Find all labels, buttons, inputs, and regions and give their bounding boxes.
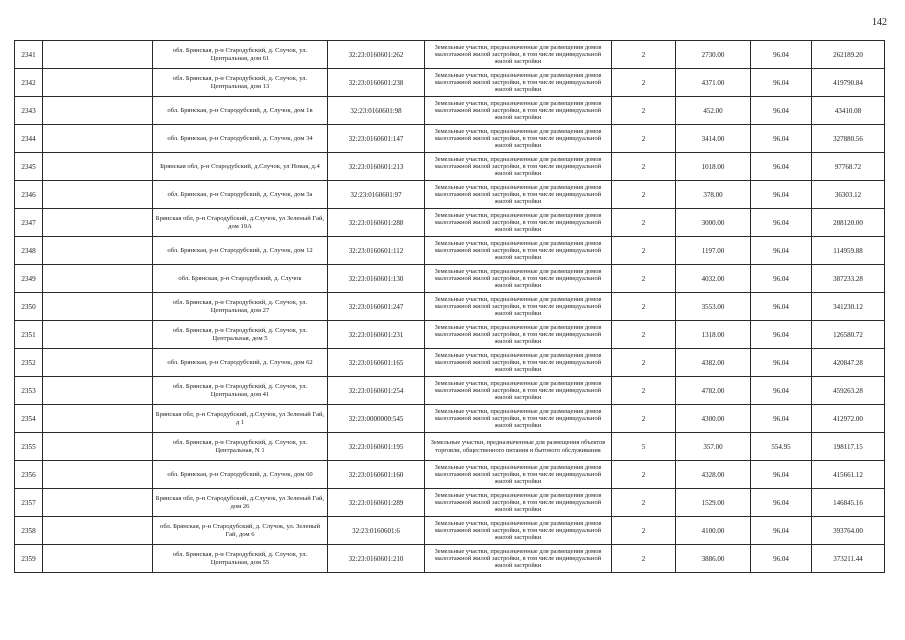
table-row xyxy=(15,545,885,573)
cadastral-value-cell: 146845.16 xyxy=(812,489,885,517)
row-number: 2359 xyxy=(15,545,43,573)
address-cell: Брянская обл, р-н Стародубский, д.Случок, ул Зеленый Гай, дом 19А xyxy=(153,209,328,237)
empty-cell xyxy=(43,153,153,181)
cadastral-number-cell: 32:23:0160601:262 xyxy=(328,41,425,69)
table-row xyxy=(15,461,885,489)
empty-cell xyxy=(43,209,153,237)
area-cell: 2730.00 xyxy=(676,41,751,69)
permitted-use-cell: Земельные участки, предназначенные для размещения домов малоэтажной жилой застройки, в том числе индивидуальной жилой застройки xyxy=(425,293,612,321)
row-number: 2357 xyxy=(15,489,43,517)
specific-value-cell: 96.04 xyxy=(751,489,812,517)
address-cell: обл. Брянская, р-н Стародубский, д. Случок, дом 34 xyxy=(153,125,328,153)
permitted-use-cell: Земельные участки, предназначенные для размещения домов малоэтажной жилой застройки, в том числе индивидуальной жилой застройки xyxy=(425,181,612,209)
permitted-use-cell: Земельные участки, предназначенные для размещения домов малоэтажной жилой застройки, в том числе индивидуальной жилой застройки xyxy=(425,517,612,545)
permitted-use-cell: Земельные участки, предназначенные для размещения домов малоэтажной жилой застройки, в том числе индивидуальной жилой застройки xyxy=(425,489,612,517)
cadastral-number-cell: 32:23:0160601:165 xyxy=(328,349,425,377)
use-group-cell: 2 xyxy=(612,489,676,517)
specific-value-cell: 96.04 xyxy=(751,293,812,321)
address-cell: обл. Брянская, р-н Стародубский, д. Случок, дом 3а xyxy=(153,181,328,209)
address-cell: Брянская обл, р-н Стародубский, д.Случок, ул Новая, д.4 xyxy=(153,153,328,181)
table-row xyxy=(15,153,885,181)
area-cell: 1318.00 xyxy=(676,321,751,349)
cadastral-value-cell: 288120.00 xyxy=(812,209,885,237)
row-number: 2354 xyxy=(15,405,43,433)
row-number: 2347 xyxy=(15,209,43,237)
specific-value-cell: 96.04 xyxy=(751,209,812,237)
empty-cell xyxy=(43,293,153,321)
cadastral-number-cell: 32:23:0160601:238 xyxy=(328,69,425,97)
address-cell: обл. Брянская, р-н Стародубский, д. Случок xyxy=(153,265,328,293)
specific-value-cell: 96.04 xyxy=(751,125,812,153)
use-group-cell: 2 xyxy=(612,545,676,573)
row-number: 2349 xyxy=(15,265,43,293)
empty-cell xyxy=(43,69,153,97)
address-cell: обл. Брянская, р-н Стародубский, д. Случок, ул. Центральная, дом 61 xyxy=(153,41,328,69)
cadastral-number-cell: 32:23:0160601:231 xyxy=(328,321,425,349)
permitted-use-cell: Земельные участки, предназначенные для размещения домов малоэтажной жилой застройки, в том числе индивидуальной жилой застройки xyxy=(425,405,612,433)
empty-cell xyxy=(43,349,153,377)
permitted-use-cell: Земельные участки, предназначенные для размещения домов малоэтажной жилой застройки, в том числе индивидуальной жилой застройки xyxy=(425,237,612,265)
specific-value-cell: 96.04 xyxy=(751,545,812,573)
row-number: 2345 xyxy=(15,153,43,181)
cadastral-number-cell: 32:23:0160601:130 xyxy=(328,265,425,293)
area-cell: 4300.00 xyxy=(676,405,751,433)
address-cell: Брянская обл, р-н Стародубский, д.Случок, ул Зеленый Гай, дом 26 xyxy=(153,489,328,517)
table-row xyxy=(15,321,885,349)
empty-cell xyxy=(43,125,153,153)
empty-cell xyxy=(43,489,153,517)
use-group-cell: 2 xyxy=(612,349,676,377)
specific-value-cell: 96.04 xyxy=(751,97,812,125)
specific-value-cell: 96.04 xyxy=(751,181,812,209)
row-number: 2342 xyxy=(15,69,43,97)
row-number: 2350 xyxy=(15,293,43,321)
area-cell: 4100.00 xyxy=(676,517,751,545)
row-number: 2356 xyxy=(15,461,43,489)
use-group-cell: 2 xyxy=(612,209,676,237)
cadastral-number-cell: 32:23:0160601:289 xyxy=(328,489,425,517)
cadastral-value-cell: 415661.12 xyxy=(812,461,885,489)
use-group-cell: 2 xyxy=(612,265,676,293)
specific-value-cell: 96.04 xyxy=(751,153,812,181)
table-row xyxy=(15,405,885,433)
use-group-cell: 2 xyxy=(612,293,676,321)
table-row xyxy=(15,517,885,545)
cadastral-value-cell: 459263.28 xyxy=(812,377,885,405)
specific-value-cell: 554.95 xyxy=(751,433,812,461)
cadastral-value-cell: 97768.72 xyxy=(812,153,885,181)
use-group-cell: 2 xyxy=(612,377,676,405)
cadastral-number-cell: 32:23:0160601:98 xyxy=(328,97,425,125)
table-row xyxy=(15,377,885,405)
empty-cell xyxy=(43,545,153,573)
table-row xyxy=(15,265,885,293)
permitted-use-cell: Земельные участки, предназначенные для размещения домов малоэтажной жилой застройки, в том числе индивидуальной жилой застройки xyxy=(425,41,612,69)
row-number: 2351 xyxy=(15,321,43,349)
cadastral-value-cell: 419790.84 xyxy=(812,69,885,97)
cadastral-number-cell: 32:23:0000000:545 xyxy=(328,405,425,433)
cadastral-value-cell: 126580.72 xyxy=(812,321,885,349)
cadastral-value-cell: 412972.00 xyxy=(812,405,885,433)
cadastral-value-cell: 262189.20 xyxy=(812,41,885,69)
cadastral-value-cell: 341230.12 xyxy=(812,293,885,321)
row-number: 2341 xyxy=(15,41,43,69)
empty-cell xyxy=(43,433,153,461)
cadastral-value-cell: 420847.28 xyxy=(812,349,885,377)
permitted-use-cell: Земельные участки, предназначенные для размещения объектов торговли, общественного питания и бытового обслуживания xyxy=(425,433,612,461)
use-group-cell: 2 xyxy=(612,125,676,153)
area-cell: 452.00 xyxy=(676,97,751,125)
address-cell: обл. Брянская, р-н Стародубский, д. Случок, ул. Центральная, дом 13 xyxy=(153,69,328,97)
table-row xyxy=(15,237,885,265)
specific-value-cell: 96.04 xyxy=(751,265,812,293)
cadastral-number-cell: 32:23:0160601:254 xyxy=(328,377,425,405)
address-cell: обл. Брянская, р-н Стародубский, д. Случок, дом 12 xyxy=(153,237,328,265)
use-group-cell: 2 xyxy=(612,517,676,545)
use-group-cell: 2 xyxy=(612,69,676,97)
cadastral-value-cell: 393764.00 xyxy=(812,517,885,545)
cadastral-value-cell: 114959.88 xyxy=(812,237,885,265)
use-group-cell: 2 xyxy=(612,321,676,349)
cadastral-number-cell: 32:23:0160601:147 xyxy=(328,125,425,153)
table-row xyxy=(15,97,885,125)
specific-value-cell: 96.04 xyxy=(751,321,812,349)
empty-cell xyxy=(43,181,153,209)
area-cell: 357.00 xyxy=(676,433,751,461)
address-cell: обл. Брянская, р-н Стародубский, д. Случок, дом 1в xyxy=(153,97,328,125)
address-cell: обл. Брянская, р-н Стародубский, д. Случок, ул. Центральная, N 1 xyxy=(153,433,328,461)
row-number: 2344 xyxy=(15,125,43,153)
cadastral-number-cell: 32:23:0160601:112 xyxy=(328,237,425,265)
specific-value-cell: 96.04 xyxy=(751,377,812,405)
table-body xyxy=(15,41,885,573)
row-number: 2358 xyxy=(15,517,43,545)
address-cell: обл. Брянская, р-н Стародубский, д. Случок, ул. Зеленый Гай, дом 6 xyxy=(153,517,328,545)
use-group-cell: 2 xyxy=(612,41,676,69)
specific-value-cell: 96.04 xyxy=(751,517,812,545)
use-group-cell: 2 xyxy=(612,237,676,265)
specific-value-cell: 96.04 xyxy=(751,237,812,265)
table-row xyxy=(15,69,885,97)
address-cell: Брянская обл, р-н Стародубский, д.Случок, ул Зеленый Гай, д 1 xyxy=(153,405,328,433)
cadastral-number-cell: 32:23:0160601:210 xyxy=(328,545,425,573)
address-cell: обл. Брянская, р-н Стародубский, д. Случок, дом 62 xyxy=(153,349,328,377)
address-cell: обл. Брянская, р-н Стародубский, д. Случок, ул. Центральная, дом 27 xyxy=(153,293,328,321)
specific-value-cell: 96.04 xyxy=(751,405,812,433)
use-group-cell: 2 xyxy=(612,405,676,433)
permitted-use-cell: Земельные участки, предназначенные для размещения домов малоэтажной жилой застройки, в том числе индивидуальной жилой застройки xyxy=(425,349,612,377)
address-cell: обл. Брянская, р-н Стародубский, д. Случок, ул. Центральная, дом 55 xyxy=(153,545,328,573)
row-number: 2343 xyxy=(15,97,43,125)
address-cell: обл. Брянская, р-н Стародубский, д. Случок, ул. Центральная, дом 5 xyxy=(153,321,328,349)
table-row xyxy=(15,433,885,461)
table-row xyxy=(15,489,885,517)
permitted-use-cell: Земельные участки, предназначенные для размещения домов малоэтажной жилой застройки, в том числе индивидуальной жилой застройки xyxy=(425,461,612,489)
specific-value-cell: 96.04 xyxy=(751,349,812,377)
address-cell: обл. Брянская, р-н Стародубский, д. Случок, дом 60 xyxy=(153,461,328,489)
empty-cell xyxy=(43,265,153,293)
cadastral-number-cell: 32:23:0160601:160 xyxy=(328,461,425,489)
area-cell: 4371.00 xyxy=(676,69,751,97)
specific-value-cell: 96.04 xyxy=(751,69,812,97)
area-cell: 1018.00 xyxy=(676,153,751,181)
use-group-cell: 5 xyxy=(612,433,676,461)
area-cell: 4328.00 xyxy=(676,461,751,489)
area-cell: 1529.00 xyxy=(676,489,751,517)
table-row xyxy=(15,293,885,321)
area-cell: 378.00 xyxy=(676,181,751,209)
empty-cell xyxy=(43,517,153,545)
table-row xyxy=(15,181,885,209)
cadastral-value-cell: 327880.56 xyxy=(812,125,885,153)
empty-cell xyxy=(43,237,153,265)
row-number: 2346 xyxy=(15,181,43,209)
row-number: 2352 xyxy=(15,349,43,377)
area-cell: 3553.00 xyxy=(676,293,751,321)
cadastral-value-cell: 387233.28 xyxy=(812,265,885,293)
permitted-use-cell: Земельные участки, предназначенные для размещения домов малоэтажной жилой застройки, в том числе индивидуальной жилой застройки xyxy=(425,125,612,153)
area-cell: 3000.00 xyxy=(676,209,751,237)
permitted-use-cell: Земельные участки, предназначенные для размещения домов малоэтажной жилой застройки, в том числе индивидуальной жилой застройки xyxy=(425,545,612,573)
permitted-use-cell: Земельные участки, предназначенные для размещения домов малоэтажной жилой застройки, в том числе индивидуальной жилой застройки xyxy=(425,265,612,293)
land-registry-table xyxy=(14,40,885,573)
row-number: 2348 xyxy=(15,237,43,265)
permitted-use-cell: Земельные участки, предназначенные для размещения домов малоэтажной жилой застройки, в том числе индивидуальной жилой застройки xyxy=(425,97,612,125)
permitted-use-cell: Земельные участки, предназначенные для размещения домов малоэтажной жилой застройки, в том числе индивидуальной жилой застройки xyxy=(425,321,612,349)
empty-cell xyxy=(43,461,153,489)
row-number: 2355 xyxy=(15,433,43,461)
empty-cell xyxy=(43,97,153,125)
empty-cell xyxy=(43,405,153,433)
cadastral-number-cell: 32:23:0160601:213 xyxy=(328,153,425,181)
specific-value-cell: 96.04 xyxy=(751,41,812,69)
table-row xyxy=(15,125,885,153)
area-cell: 1197.00 xyxy=(676,237,751,265)
row-number: 2353 xyxy=(15,377,43,405)
area-cell: 4032.00 xyxy=(676,265,751,293)
cadastral-number-cell: 32:23:0160601:288 xyxy=(328,209,425,237)
use-group-cell: 2 xyxy=(612,181,676,209)
area-cell: 4382.00 xyxy=(676,349,751,377)
permitted-use-cell: Земельные участки, предназначенные для размещения домов малоэтажной жилой застройки, в том числе индивидуальной жилой застройки xyxy=(425,209,612,237)
page-number: 142 xyxy=(872,17,887,28)
use-group-cell: 2 xyxy=(612,97,676,125)
permitted-use-cell: Земельные участки, предназначенные для размещения домов малоэтажной жилой застройки, в том числе индивидуальной жилой застройки xyxy=(425,69,612,97)
table-row xyxy=(15,209,885,237)
empty-cell xyxy=(43,41,153,69)
cadastral-number-cell: 32:23:0160601:247 xyxy=(328,293,425,321)
table-row xyxy=(15,349,885,377)
cadastral-number-cell: 32:23:0160601:6 xyxy=(328,517,425,545)
empty-cell xyxy=(43,377,153,405)
area-cell: 3886.00 xyxy=(676,545,751,573)
specific-value-cell: 96.04 xyxy=(751,461,812,489)
table-row xyxy=(15,41,885,69)
cadastral-value-cell: 373211.44 xyxy=(812,545,885,573)
permitted-use-cell: Земельные участки, предназначенные для размещения домов малоэтажной жилой застройки, в том числе индивидуальной жилой застройки xyxy=(425,377,612,405)
area-cell: 3414.00 xyxy=(676,125,751,153)
use-group-cell: 2 xyxy=(612,153,676,181)
cadastral-value-cell: 36303.12 xyxy=(812,181,885,209)
cadastral-value-cell: 43410.08 xyxy=(812,97,885,125)
cadastral-number-cell: 32:23:0160601:97 xyxy=(328,181,425,209)
empty-cell xyxy=(43,321,153,349)
cadastral-value-cell: 198117.15 xyxy=(812,433,885,461)
cadastral-number-cell: 32:23:0160601:195 xyxy=(328,433,425,461)
use-group-cell: 2 xyxy=(612,461,676,489)
area-cell: 4782.00 xyxy=(676,377,751,405)
permitted-use-cell: Земельные участки, предназначенные для размещения домов малоэтажной жилой застройки, в том числе индивидуальной жилой застройки xyxy=(425,153,612,181)
address-cell: обл. Брянская, р-н Стародубский, д. Случок, ул. Центральная, дом 41 xyxy=(153,377,328,405)
